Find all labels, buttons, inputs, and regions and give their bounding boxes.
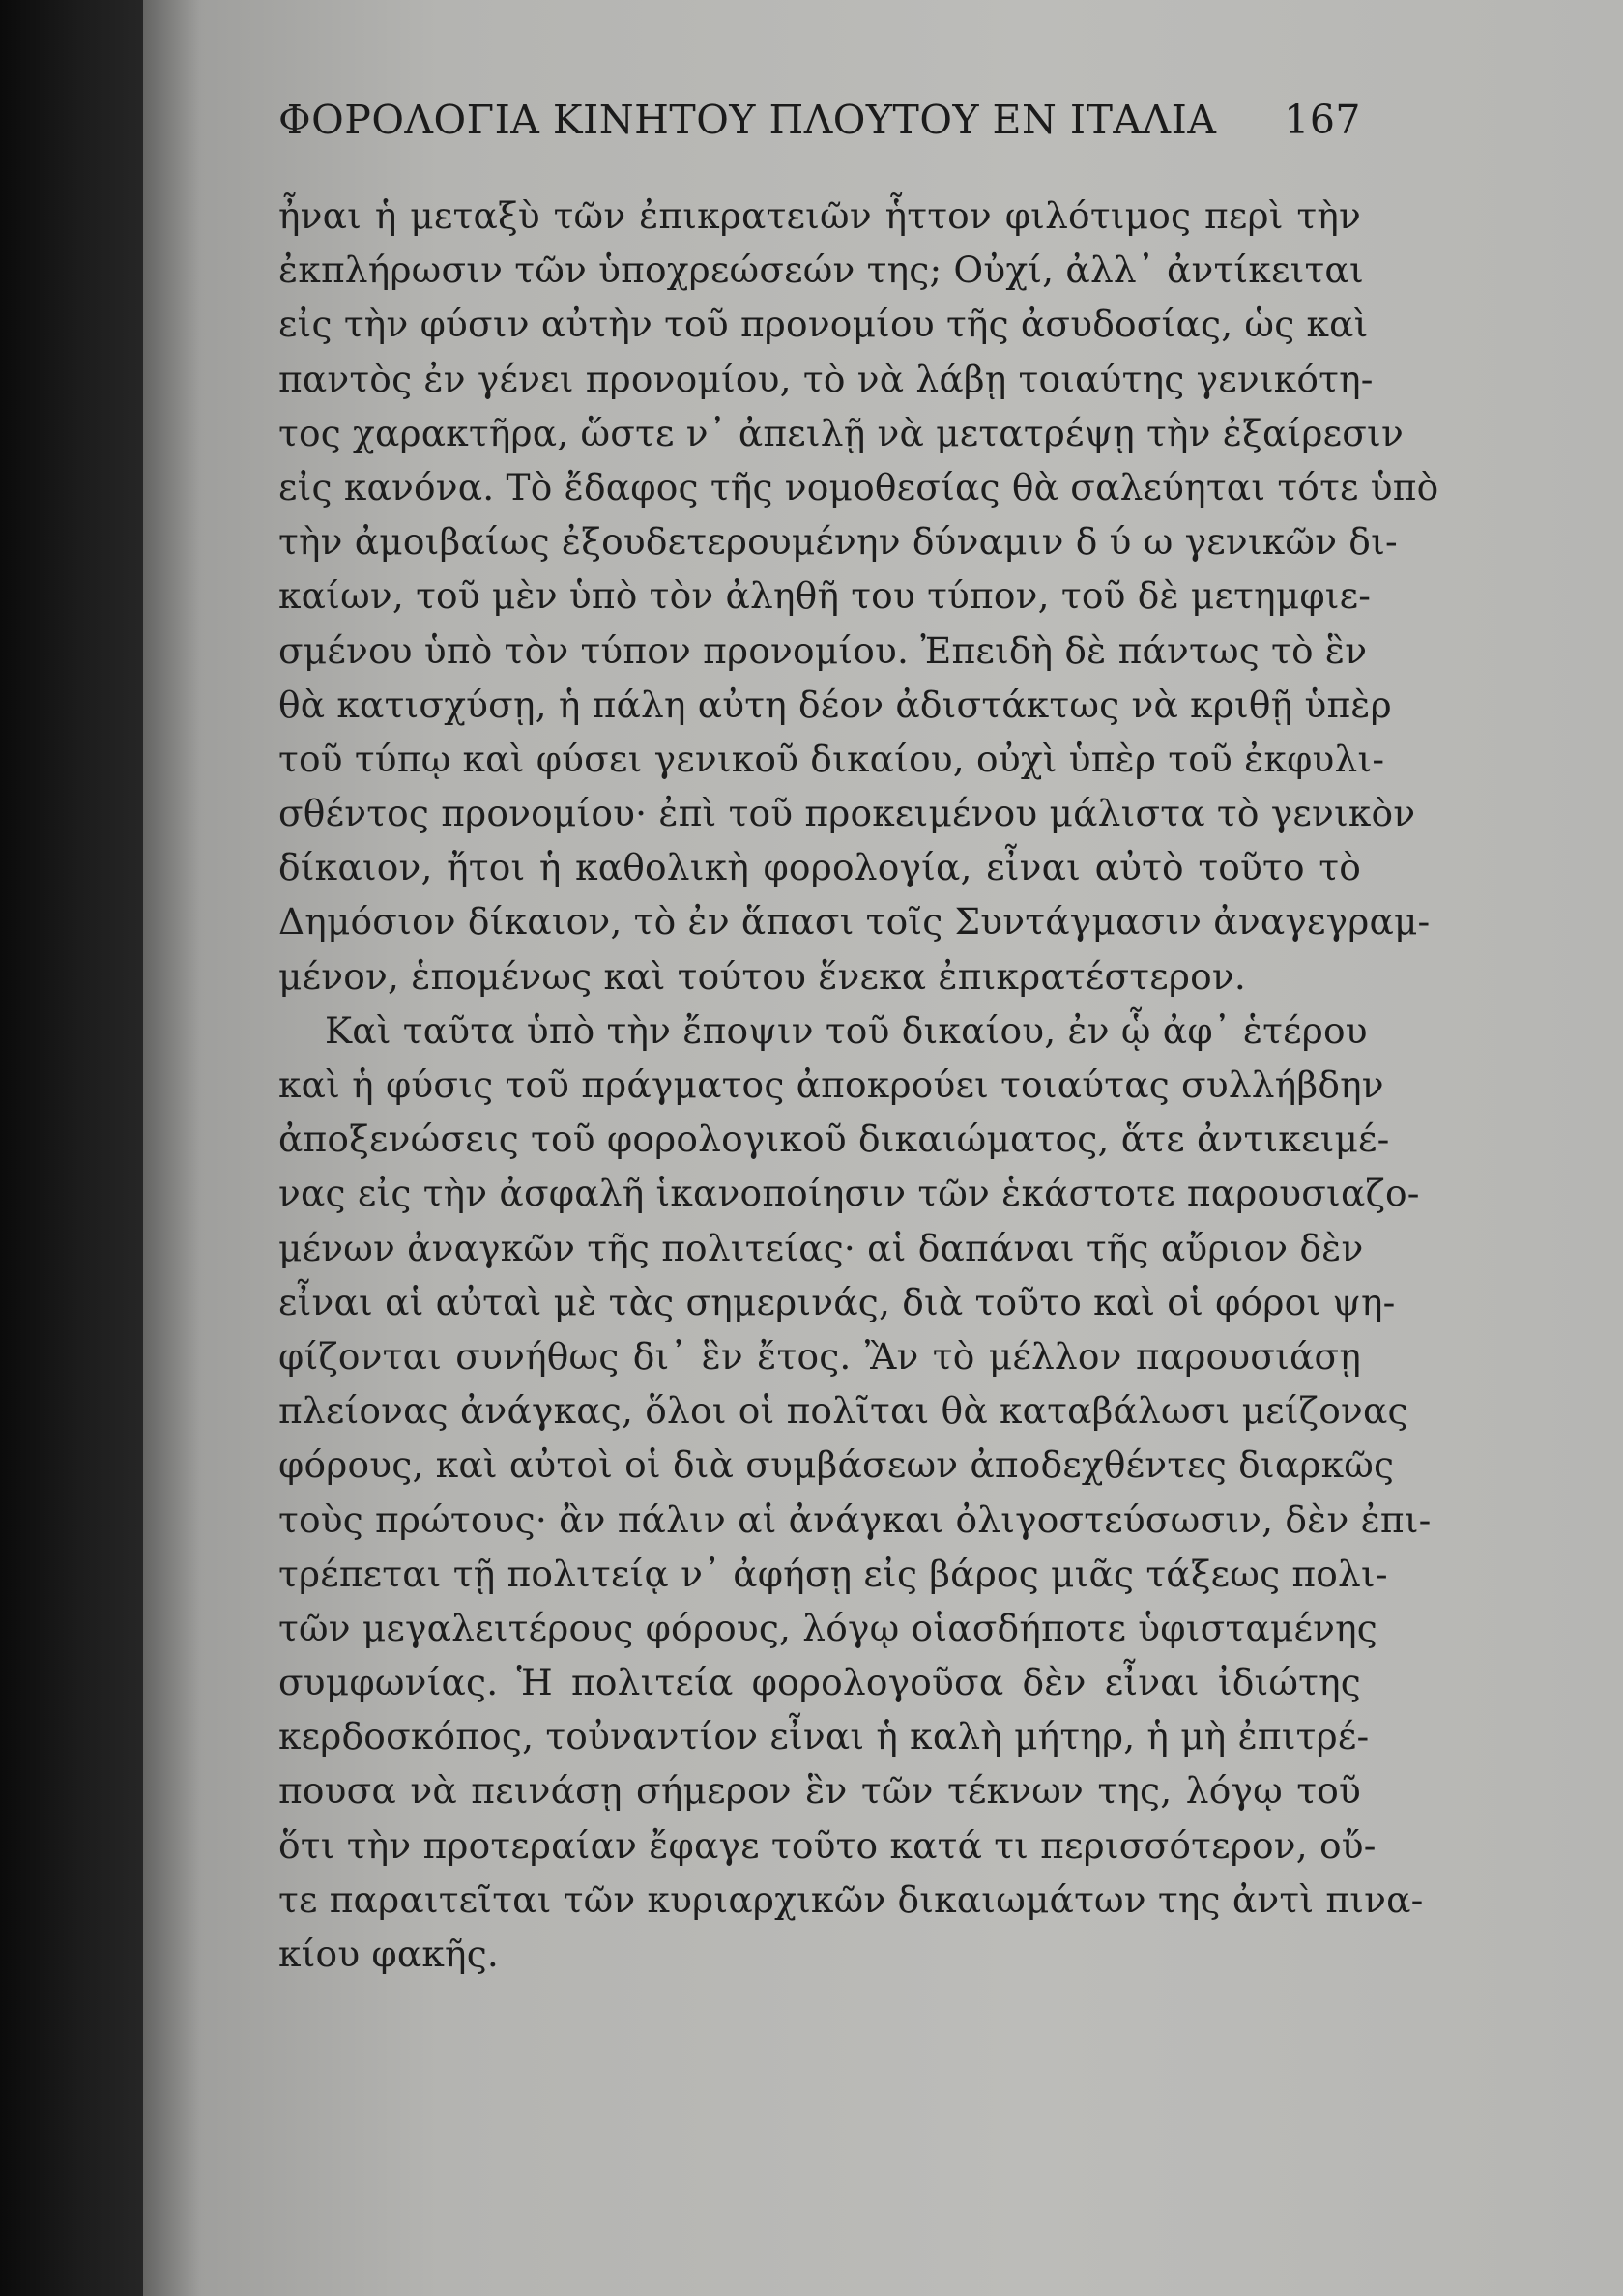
- text-line: τὴν ἀμοιβαίως ἐξουδετερουμένην δύναμιν δ ύ ω γενικῶν δι-: [278, 520, 1398, 564]
- text-line: τε παραιτεῖται τῶν κυριαρχικῶν δικαιωμάτων της ἀντὶ πινα-: [278, 1877, 1424, 1921]
- page-body: [278, 189, 1439, 1981]
- text-line: καὶ ἡ φύσις τοῦ πράγματος ἀποκρούει τοιαύτας συλλήβδην: [278, 1063, 1384, 1106]
- text-line: τοῦ τύπῳ καὶ φύσει γενικοῦ δικαίου, οὐχὶ ὑπὲρ τοῦ ἐκφυλι-: [278, 737, 1385, 780]
- page-number: 167: [1284, 97, 1361, 143]
- book-binding-edge: [0, 0, 145, 2296]
- running-title: ΦΟΡΟΛΟΓΙΑ ΚΙΝΗΤΟΥ ΠΛΟΥΤΟΥ ΕΝ ΙΤΑΛΙΑ: [278, 97, 1217, 143]
- text-line: τοὺς πρώτους· ἂν πάλιν αἱ ἀνάγκαι ὀλιγοστεύσωσιν, δὲν ἐπι-: [278, 1497, 1432, 1541]
- text-line: ὅτι τὴν προτεραίαν ἔφαγε τοῦτο κατά τι περισσότερον, οὔ-: [278, 1823, 1377, 1867]
- text-line: φίζονται συνήθως δι᾽ ἓν ἔτος. Ἂν τὸ μέλλον παρουσιάσῃ: [278, 1334, 1361, 1378]
- text-line: παντὸς ἐν γένει προνομίου, τὸ νὰ λάβῃ τοιαύτης γενικότη-: [278, 357, 1374, 400]
- text-line: τος χαρακτῆρα, ὥστε ν᾽ ἀπειλῇ νὰ μετατρέψῃ τὴν ἐξαίρεσιν: [278, 411, 1404, 454]
- text-line: ἐκπλήρωσιν τῶν ὑποχρεώσεών της; Οὐχί, ἀλλ᾽ ἀντίκειται: [278, 248, 1364, 292]
- paragraph-end-line: μένον, ἑπομένως καὶ τούτου ἕνεκα ἐπικρατέστερον.: [278, 954, 1246, 998]
- gutter-shadow: [143, 0, 201, 2296]
- text-line: συμφωνίας. Ἡ πολιτεία φορολογοῦσα δὲν εἶναι ἰδιώτης: [278, 1661, 1361, 1704]
- text-line: φόρους, καὶ αὐτοὶ οἱ διὰ συμβάσεων ἀποδεχθέντες διαρκῶς: [278, 1443, 1395, 1487]
- running-header: [278, 97, 1361, 143]
- text-line: εἶναι αἱ αὐταὶ μὲ τὰς σημερινάς, διὰ τοῦτο καὶ οἱ φόροι ψη-: [278, 1280, 1396, 1323]
- text-line: ἦναι ἡ μεταξὺ τῶν ἐπικρατειῶν ἧττον φιλότιμος περὶ τὴν: [278, 194, 1361, 237]
- text-line: νας εἰς τὴν ἀσφαλῆ ἱκανοποίησιν τῶν ἑκάστοτε παρουσιαζο-: [278, 1172, 1420, 1215]
- text-line: εἰς τὴν φύσιν αὐτὴν τοῦ προνομίου τῆς ἀσυδοσίας, ὡς καὶ: [278, 303, 1369, 346]
- text-line: Δημόσιον δίκαιον, τὸ ἐν ἅπασι τοῖς Συντάγμασιν ἀναγεγραμ-: [278, 900, 1431, 944]
- text-line: πουσα νὰ πεινάσῃ σήμερον ἓν τῶν τέκνων της, λόγῳ τοῦ: [278, 1769, 1361, 1813]
- paragraph-start-line: Καὶ ταῦτα ὑπὸ τὴν ἔποψιν τοῦ δικαίου, ἐν ᾧ ἀφ᾽ ἑτέρου: [325, 1008, 1368, 1052]
- text-line: κερδοσκόπος, τοὐναντίον εἶναι ἡ καλὴ μήτηρ, ἡ μὴ ἐπιτρέ-: [278, 1715, 1370, 1758]
- text-line: σμένου ὑπὸ τὸν τύπον προνομίου. Ἐπειδὴ δὲ πάντως τὸ ἓν: [278, 628, 1368, 672]
- text-line: σθέντος προνομίου· ἐπὶ τοῦ προκειμένου μάλιστα τὸ γενικὸν: [278, 792, 1416, 835]
- text-line: καίων, τοῦ μὲν ὑπὸ τὸν ἀληθῆ του τύπον, τοῦ δὲ μετημφιε-: [278, 574, 1372, 618]
- text-line: εἰς κανόνα. Τὸ ἔδαφος τῆς νομοθεσίας θὰ σαλεύηται τότε ὑπὸ: [278, 465, 1439, 509]
- text-line: πλείονας ἀνάγκας, ὅλοι οἱ πολῖται θὰ καταβάλωσι μείζονας: [278, 1389, 1408, 1433]
- text-line: δίκαιον, ἤτοι ἡ καθολικὴ φορολογία, εἶναι αὐτὸ τοῦτο τὸ: [278, 846, 1361, 889]
- text-line: μένων ἀναγκῶν τῆς πολιτείας· αἱ δαπάναι τῆς αὔριον δὲν: [278, 1226, 1364, 1269]
- text-line: θὰ κατισχύσῃ, ἡ πάλη αὐτη δέον ἀδιστάκτως νὰ κριθῇ ὑπὲρ: [278, 683, 1392, 726]
- text-line: τῶν μεγαλειτέρους φόρους, λόγῳ οἱασδήποτε ὑφισταμένης: [278, 1606, 1377, 1649]
- text-line: ἀποξενώσεις τοῦ φορολογικοῦ δικαιώματος, ἅτε ἀντικειμέ-: [278, 1118, 1390, 1161]
- text-line: τρέπεται τῇ πολιτείᾳ ν᾽ ἀφήσῃ εἰς βάρος μιᾶς τάξεως πολι-: [278, 1552, 1388, 1595]
- paragraph-end-line: κίου φακῆς.: [278, 1933, 500, 1975]
